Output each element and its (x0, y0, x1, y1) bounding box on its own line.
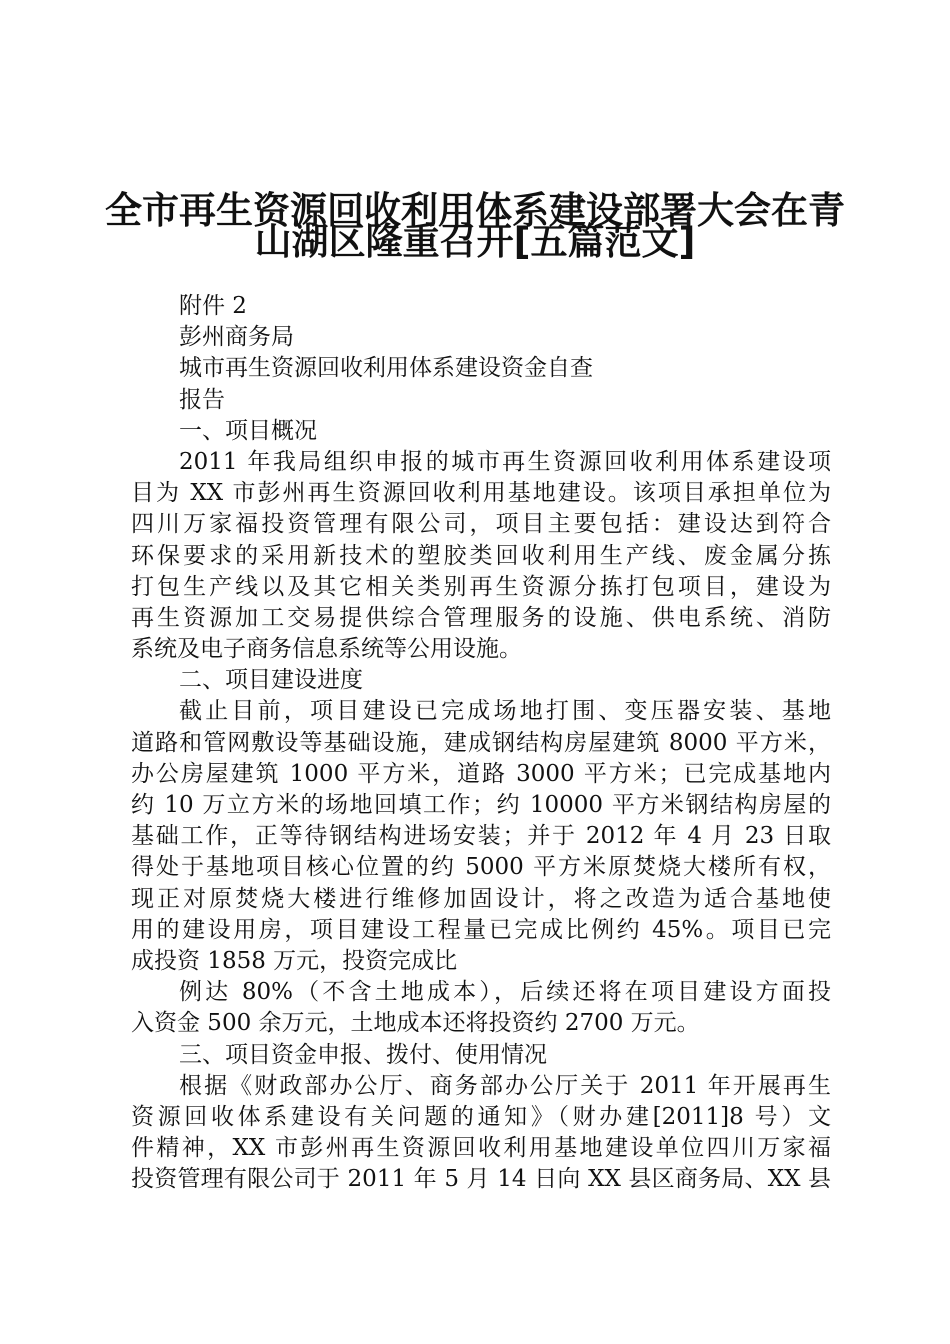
paragraph-line: 2011 年我局组织申报的城市再生资源回收利用体系建设项 (179, 448, 831, 475)
section-heading: 三、项目资金申报、拨付、使用情况 (179, 1041, 547, 1068)
paragraph-line: 打包生产线以及其它相关类别再生资源分拣打包项目，建设为 (131, 573, 831, 600)
attachment-label: 附件 2 (179, 293, 247, 319)
paragraph-line: 例达 80%（不含土地成本），后续还将在项目建设方面投 (179, 979, 831, 1006)
paragraph-line: 办公房屋建筑 1000 平方米，道路 3000 平方米；已完成基地内 (131, 760, 831, 787)
paragraph-line: 入资金 500 余万元，土地成本还将投资约 2700 万元。 (131, 1010, 700, 1037)
issuer-line: 彭州商务局 (179, 324, 294, 351)
section-heading: 一、项目概况 (179, 417, 317, 444)
paragraph-line: 截止目前，项目建设已完成场地打围、变压器安装、基地 (179, 698, 831, 725)
paragraph-line: 投资管理有限公司于 2011 年 5 月 14 日向 XX 县区商务局、XX 县 (131, 1166, 831, 1193)
document-title (0, 183, 950, 264)
paragraph-line: 成投资 1858 万元，投资完成比 (131, 947, 458, 974)
report-title-line: 报告 (179, 386, 225, 413)
paragraph-line: 得处于基地项目核心位置的约 5000 平方米原焚烧大楼所有权， (131, 854, 831, 881)
paragraph-line: 根据《财政部办公厅、商务部办公厅关于 2011 年开展再生 (179, 1072, 831, 1099)
paragraph-line: 道路和管网敷设等基础设施，建成钢结构房屋建筑 8000 平方米， (131, 729, 831, 756)
paragraph-line: 基础工作，正等待钢结构进场安装；并于 2012 年 4 月 23 日取 (131, 823, 831, 850)
paragraph-line: 目为 XX 市彭州再生资源回收利用基地建设。该项目承担单位为 (131, 480, 831, 507)
paragraph-line: 件精神，XX 市彭州再生资源回收利用基地建设单位四川万家福 (131, 1135, 831, 1162)
title-line: 山湖区隆重召开[五篇范文] (254, 220, 696, 264)
paragraph-line: 系统及电子商务信息系统等公用设施。 (131, 636, 522, 663)
paragraph-line: 再生资源加工交易提供综合管理服务的设施、供电系统、消防 (131, 604, 831, 631)
paragraph-line: 现正对原焚烧大楼进行维修加固设计，将之改造为适合基地使 (131, 885, 831, 912)
paragraph-line: 用的建设用房，项目建设工程量已完成比例约 45%。项目已完 (131, 916, 831, 943)
document-body (131, 291, 831, 1195)
paragraph-line: 资源回收体系建设有关问题的通知》（财办建[2011]8 号）文 (131, 1103, 831, 1130)
paragraph-line: 环保要求的采用新技术的塑胶类回收利用生产线、废金属分拣 (131, 542, 831, 569)
paragraph-line: 约 10 万立方米的场地回填工作；约 10000 平方米钢结构房屋的 (131, 792, 831, 818)
section-heading: 二、项目建设进度 (179, 667, 363, 694)
report-title-line: 城市再生资源回收利用体系建设资金自查 (179, 355, 593, 382)
paragraph-line: 四川万家福投资管理有限公司，项目主要包括：建设达到符合 (131, 511, 831, 538)
title-line: 全市再生资源回收利用体系建设部署大会在青 (105, 189, 845, 232)
